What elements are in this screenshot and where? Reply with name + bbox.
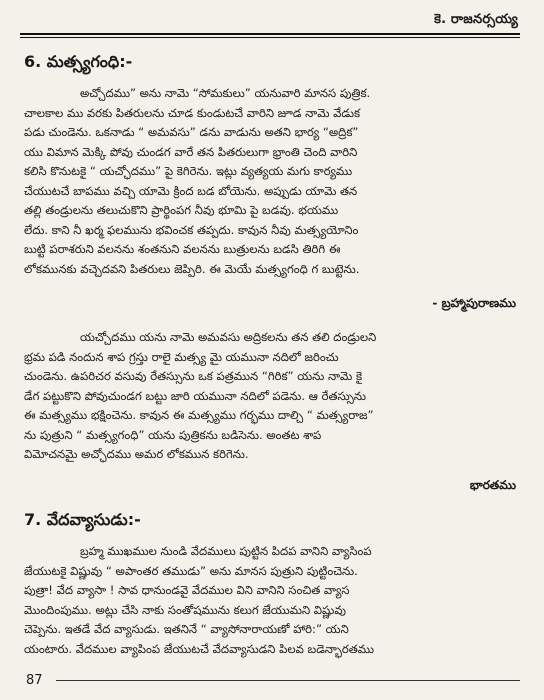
page-number: 87	[26, 673, 43, 688]
text-line: లేదు. కాని నీ ఖర్మ ఫలమును భవించక తప్పదు. కావున నీవు మత్స్యయోనిం	[24, 222, 359, 237]
text-line: జేయుటకై విష్ణువు “ అపాంతర తముడు” అను మానస పుత్రుని పుట్టించెను.	[24, 563, 358, 578]
text-line: తల్లి తండ్రులను తలుచుకొని ప్రార్థింపగ నీవు భూమి పై బడవు. భయము	[24, 203, 339, 217]
text-line: లోకమునకు వచ్చెదవని పితరులు జెప్పిరి. ఈ మెయే మత్స్యగంధి గ బుట్టెను.	[24, 261, 360, 276]
text-line: చెప్పెను. ఇతడే వేద వ్యాసుడు. ఇతనినే “ వ్యాసోనారాయణో హారి:” యని	[24, 622, 349, 636]
section-6-paragraph-1	[24, 84, 524, 279]
section-7-title: 7. వేదవ్యాసుడు:-	[24, 510, 141, 529]
text-line: కలిసి కొనుటకై “ యచ్ఛోదము” పై కెగిరెను. ఇట్లు వ్యత్యయ మగు కార్యము	[24, 164, 353, 178]
text-line: ను పుత్రుని “ మత్స్యగంధి” యను పుత్రికను బడిసెను. అంతట శాప	[24, 427, 322, 442]
section-6-paragraph-2	[24, 328, 524, 465]
source-bharatamu: భారతము	[469, 478, 516, 492]
header-rule	[20, 33, 520, 35]
text-line: భ్రమ పడి నందున శాప గ్రస్తు రాలై మత్స్య మై యమునా నదిలో జరించు	[24, 349, 339, 364]
text-line: యు విమాన మెక్కి పోవు చుండగ వారే తన పితరులుగా భ్రాంతి చెంది వారిని	[24, 144, 358, 159]
text-line: మొందింపుము. అట్లు చేసి నాకు సంతోషమును కలుగ జేయుమని విష్ణువు	[24, 602, 346, 617]
footer-rule	[56, 680, 520, 681]
header-author: కె. రాజనర్సయ్య	[434, 12, 518, 27]
text-line: చుండెను. ఉపరిచర వసువు రేతస్సును ఒక పత్రమున “గిరిక” యను నామె కై	[24, 369, 363, 383]
header-rule-thin	[20, 37, 520, 38]
text-line: యచ్చోదము యను నామె అమవసు అద్రికలను తన తలి దండ్రులని	[80, 330, 377, 344]
text-line: ఈ మత్స్యము భక్షించెను. కావున ఈ మత్స్యము గర్భము దాల్చి “ మత్స్యరాజ”	[24, 408, 374, 422]
section-6-title: 6. మత్స్యగంధి:-	[24, 52, 133, 71]
text-line: డేగ పట్టుకొని పోవుచుండగ బట్టు జారి యమునా నదిలో పడెను. ఆ రేతస్సును	[24, 388, 367, 403]
text-line: పుత్రా! వేద వ్యాసా ! సావ ధానుండవై వేదముల విని వానిని సంచిత వ్యాస	[24, 583, 350, 597]
text-line: విమోచనమై అచ్ఛోదము అమర లోకమున కరిగెను.	[24, 447, 249, 461]
text-line: చాలకాల ము వరకు పితరులను చూడ కుండుటచే వారిని జూడ నామె వేడుక	[24, 105, 361, 120]
text-line: చేయుటచే బాపము వచ్చి యామె క్రింద బడ బోయెను. అప్పుడు యామె తన	[24, 183, 358, 198]
section-7-paragraph-1	[24, 542, 524, 659]
text-line: బ్రహ్మ ముఖముల నుండి వేదములు పుట్టిన పిదప వానిని వ్యాసింప	[80, 544, 372, 558]
text-line: బుట్టి పరాశరుని వలనను శంతనుని వలనను బుత్రులను బడసి తిరిగి ఈ	[24, 242, 341, 256]
text-line: పడు చుండెను. ఒకనాడు “ అమవసు” డను వాడును అతని భార్య “అద్రిక”	[24, 125, 359, 139]
text-line: యంటారు. వేదముల వ్యాపింప జేయుటచే వేదవ్యాసుడని పిలవ బడెన్భారతము	[24, 641, 375, 656]
source-brahmapuranam: - బ్రహ్మాపురాణము	[432, 296, 516, 310]
text-line: అచ్చోదము” అను నామె “సోమకులు” యనువారి మానస పుత్రిక.	[80, 86, 371, 100]
